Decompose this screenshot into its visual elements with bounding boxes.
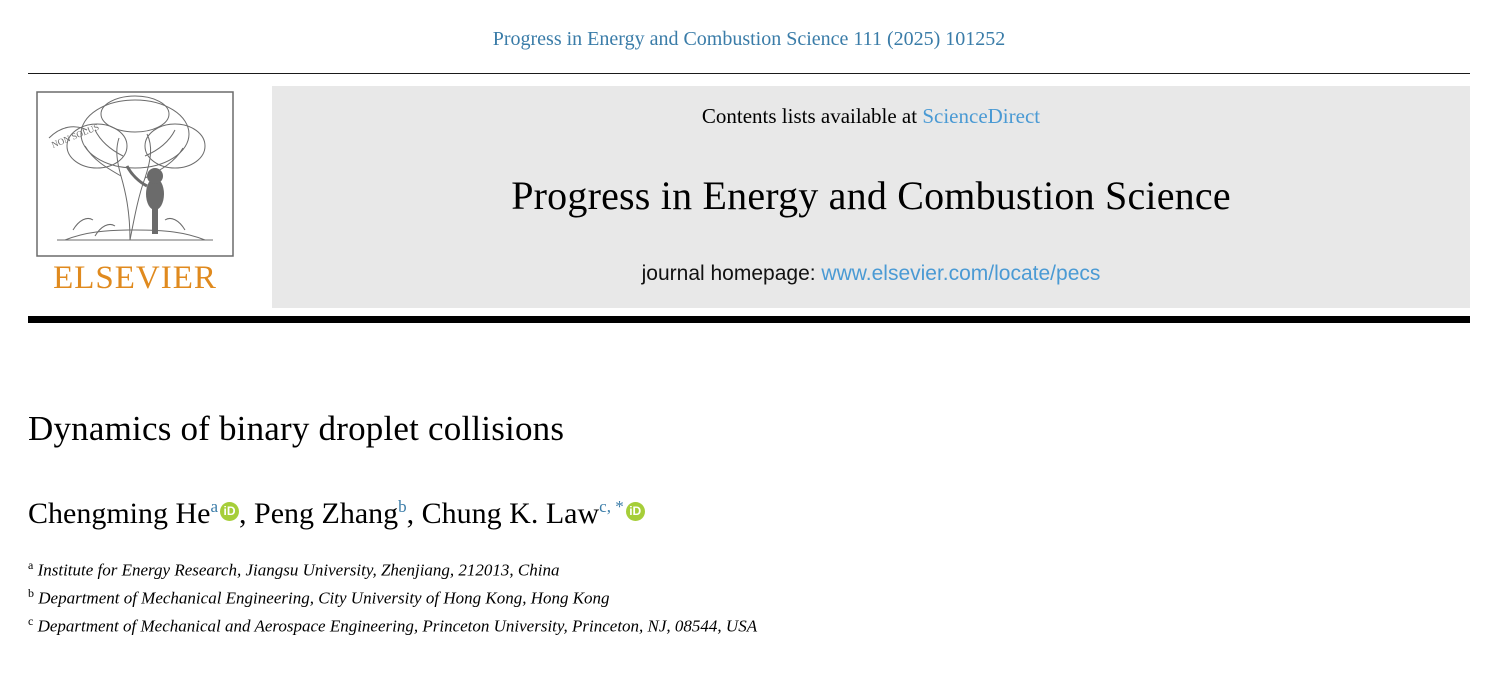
affiliation-mark: a xyxy=(28,558,34,572)
journal-homepage-link[interactable]: www.elsevier.com/locate/pecs xyxy=(821,262,1101,285)
author-separator: , xyxy=(406,497,422,530)
running-head: Progress in Energy and Combustion Science 111 (2025) 101252 xyxy=(492,28,1006,50)
elsevier-tree-icon xyxy=(35,90,235,258)
orcid-icon[interactable] xyxy=(626,502,645,521)
author-name: Peng Zhang xyxy=(254,497,399,530)
author-entry xyxy=(422,497,645,530)
elsevier-logo xyxy=(28,86,242,308)
author-affiliation-mark: b xyxy=(398,497,407,516)
affiliation-item xyxy=(28,612,1470,640)
journal-info-box xyxy=(272,86,1470,308)
elsevier-wordmark: ELSEVIER xyxy=(53,260,217,296)
affiliation-mark: b xyxy=(28,586,34,601)
svg-text:NON SOLUS: NON SOLUS xyxy=(50,121,101,150)
contents-line xyxy=(302,104,1440,129)
author-list xyxy=(28,497,1470,530)
affiliation-text: Department of Mechanical and Aerospace Engineering, Princeton University, Princeton, NJ, 08544, USA xyxy=(37,617,758,637)
homepage-label: journal homepage: xyxy=(641,262,822,285)
affiliation-mark: c xyxy=(28,614,34,629)
article-title: Dynamics of binary droplet collisions xyxy=(28,409,565,448)
author-name: Chengming He xyxy=(28,497,211,530)
author-separator: , xyxy=(239,497,255,530)
sciencedirect-link[interactable]: ScienceDirect xyxy=(922,104,1041,128)
affiliation-text: Institute for Energy Research, Jiangsu University, Zhenjiang, 212013, China xyxy=(37,560,560,580)
affiliation-list xyxy=(28,556,1470,641)
article-header xyxy=(28,409,1470,641)
orcid-icon[interactable] xyxy=(220,502,239,521)
header-divider xyxy=(28,73,1470,74)
homepage-line xyxy=(302,262,1440,286)
author-entry xyxy=(28,497,254,530)
author-name: Chung K. Law xyxy=(421,497,600,530)
journal-masthead xyxy=(28,86,1470,308)
affiliation-text: Department of Mechanical Engineering, City University of Hong Kong, Hong Kong xyxy=(38,588,610,608)
affiliation-item xyxy=(28,584,1470,612)
journal-title: Progress in Energy and Combustion Science xyxy=(511,173,1231,218)
author-entry xyxy=(254,497,422,530)
masthead-bottom-rule xyxy=(28,316,1470,323)
author-affiliation-mark: a xyxy=(210,497,219,516)
affiliation-item xyxy=(28,556,1470,584)
contents-prefix: Contents lists available at xyxy=(701,104,923,128)
author-affiliation-mark: c, * xyxy=(599,497,624,516)
